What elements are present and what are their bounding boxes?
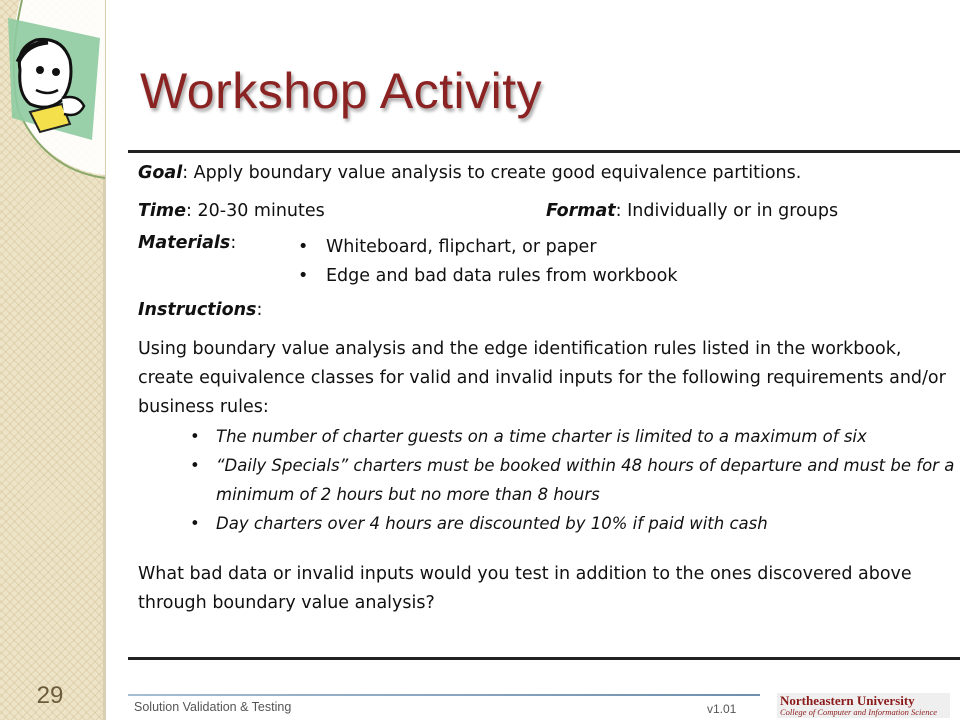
format-cell bbox=[546, 199, 838, 224]
list-item bbox=[138, 509, 956, 538]
footer-divider bbox=[128, 694, 760, 696]
format-label: Format bbox=[546, 201, 616, 221]
format-text: : Individually or in groups bbox=[615, 201, 839, 221]
materials-label: Materials bbox=[138, 233, 231, 253]
bullet: • bbox=[190, 514, 200, 533]
time-format-row bbox=[138, 199, 956, 224]
goal-label: Goal bbox=[138, 163, 183, 183]
list-item bbox=[138, 451, 956, 509]
footer-course: Solution Validation & Testing bbox=[134, 700, 292, 714]
list-item bbox=[138, 422, 956, 451]
instructions-heading bbox=[138, 298, 956, 323]
activity-box bbox=[128, 150, 960, 660]
goal-text: : Apply boundary value analysis to create good equivalence partitions. bbox=[182, 163, 802, 183]
bullet: • bbox=[190, 456, 200, 475]
time-label: Time bbox=[138, 201, 187, 221]
materials-colon: : bbox=[230, 233, 237, 253]
footer-version: v1.01 bbox=[707, 702, 737, 716]
instructions-colon: : bbox=[256, 300, 263, 320]
requirement-text: “Daily Specials” charters must be booked within 48 hours of departure and must be for a minimum of 2 hours but no more than 8 hours bbox=[216, 456, 955, 504]
slide-number: 29 bbox=[36, 682, 64, 709]
instructions-text: Using boundary value analysis and the edge identification rules listed in the workbook, create equivalence classes for valid and invalid inputs for the following requirements and/or business rules: bbox=[138, 339, 946, 417]
time-text: : 20-30 minutes bbox=[186, 201, 325, 221]
requirement-text: The number of charter guests on a time charter is limited to a maximum of six bbox=[216, 427, 867, 446]
instructions-label: Instructions bbox=[138, 300, 257, 320]
time-cell bbox=[138, 199, 546, 224]
materials-list bbox=[298, 233, 677, 291]
materials-label-cell bbox=[138, 233, 298, 291]
requirements-list bbox=[138, 422, 956, 538]
university-logo bbox=[777, 693, 950, 718]
logo-main-text: Northeastern University bbox=[780, 693, 915, 708]
materials-row bbox=[138, 233, 956, 291]
list-item: • Whiteboard, flipchart, or paper bbox=[298, 233, 677, 262]
logo-sub-text: College of Computer and Information Science bbox=[780, 707, 937, 717]
bullet: • bbox=[190, 427, 200, 446]
slide-title: Workshop Activity bbox=[140, 63, 543, 119]
list-item: • Edge and bad data rules from workbook bbox=[298, 262, 677, 291]
question-text: What bad data or invalid inputs would you test in addition to the ones discovered above through boundary value analysis? bbox=[138, 564, 912, 613]
requirement-text: Day charters over 4 hours are discounted by 10% if paid with cash bbox=[216, 514, 768, 533]
goal-row bbox=[138, 161, 956, 186]
